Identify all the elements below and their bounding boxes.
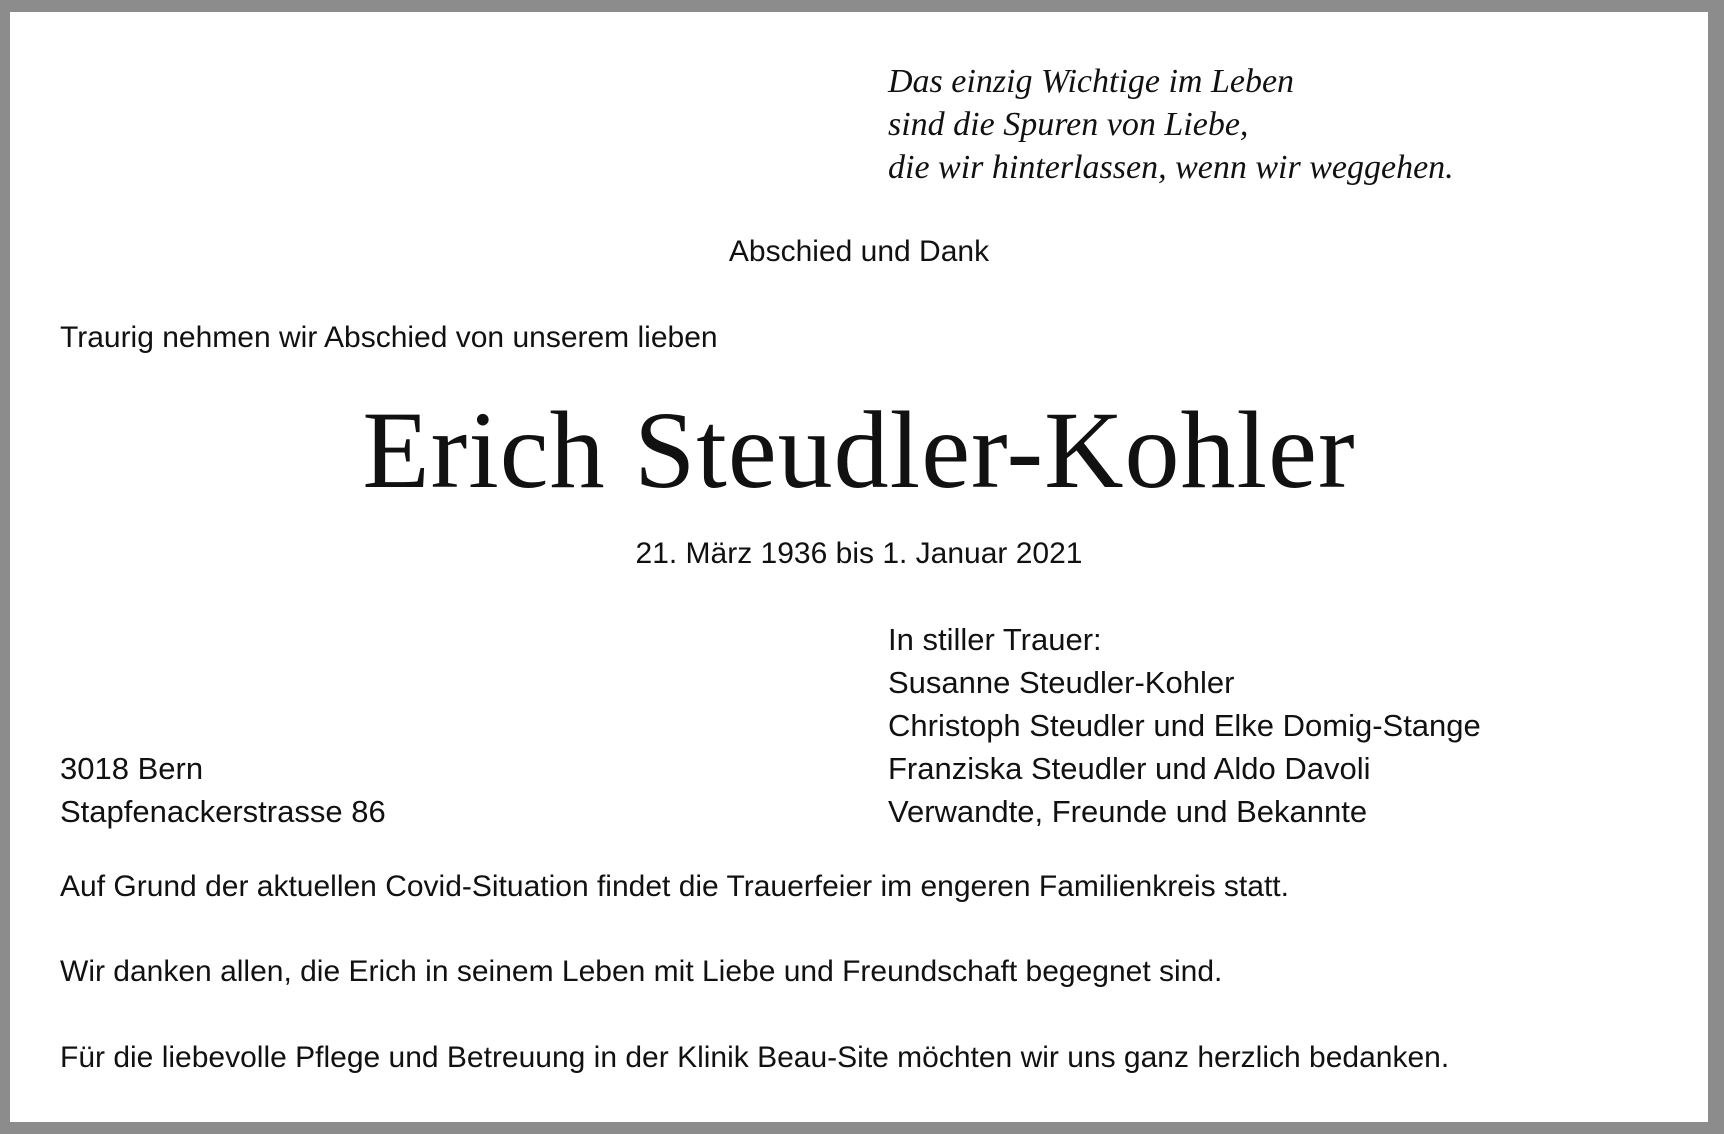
mourners-list [888,618,1481,833]
life-dates: 21. März 1936 bis 1. Januar 2021 [635,537,1083,570]
family-address [60,747,386,833]
covid-notice: Auf Grund der aktuellen Covid-Situation findet die Trauerfeier im engeren Familienkreis statt. [60,870,1289,903]
memorial-quote [888,60,1454,189]
quote-line: sind die Spuren von Liebe, [888,106,1249,143]
mourner-name: Christoph Steudler und Elke Domig-Stange [888,708,1481,743]
mourner-name: Verwandte, Freunde und Bekannte [888,794,1368,829]
address-city: 3018 Bern [60,751,204,786]
thanks-paragraph: Wir danken allen, die Erich in seinem Leben mit Liebe und Freundschaft begegnet sind. [60,955,1223,988]
address-street: Stapfenackerstrasse 86 [60,794,386,829]
intro-text: Traurig nehmen wir Abschied von unserem lieben [60,321,718,354]
quote-line: die wir hinterlassen, wenn wir weggehen. [888,149,1454,186]
notice-heading: Abschied und Dank [728,235,990,268]
quote-line: Das einzig Wichtige im Leben [888,63,1295,100]
deceased-name: Erich Steudler-Kohler [362,389,1356,511]
mourner-name: Susanne Steudler-Kohler [888,665,1235,700]
care-thanks-paragraph: Für die liebevolle Pflege und Betreuung in der Klinik Beau-Site möchten wir uns ganz herzlich bedanken. [60,1041,1450,1074]
mourners-label: In stiller Trauer: [888,622,1102,657]
obituary-notice [10,12,1708,1122]
mourner-name: Franziska Steudler und Aldo Davoli [888,751,1371,786]
